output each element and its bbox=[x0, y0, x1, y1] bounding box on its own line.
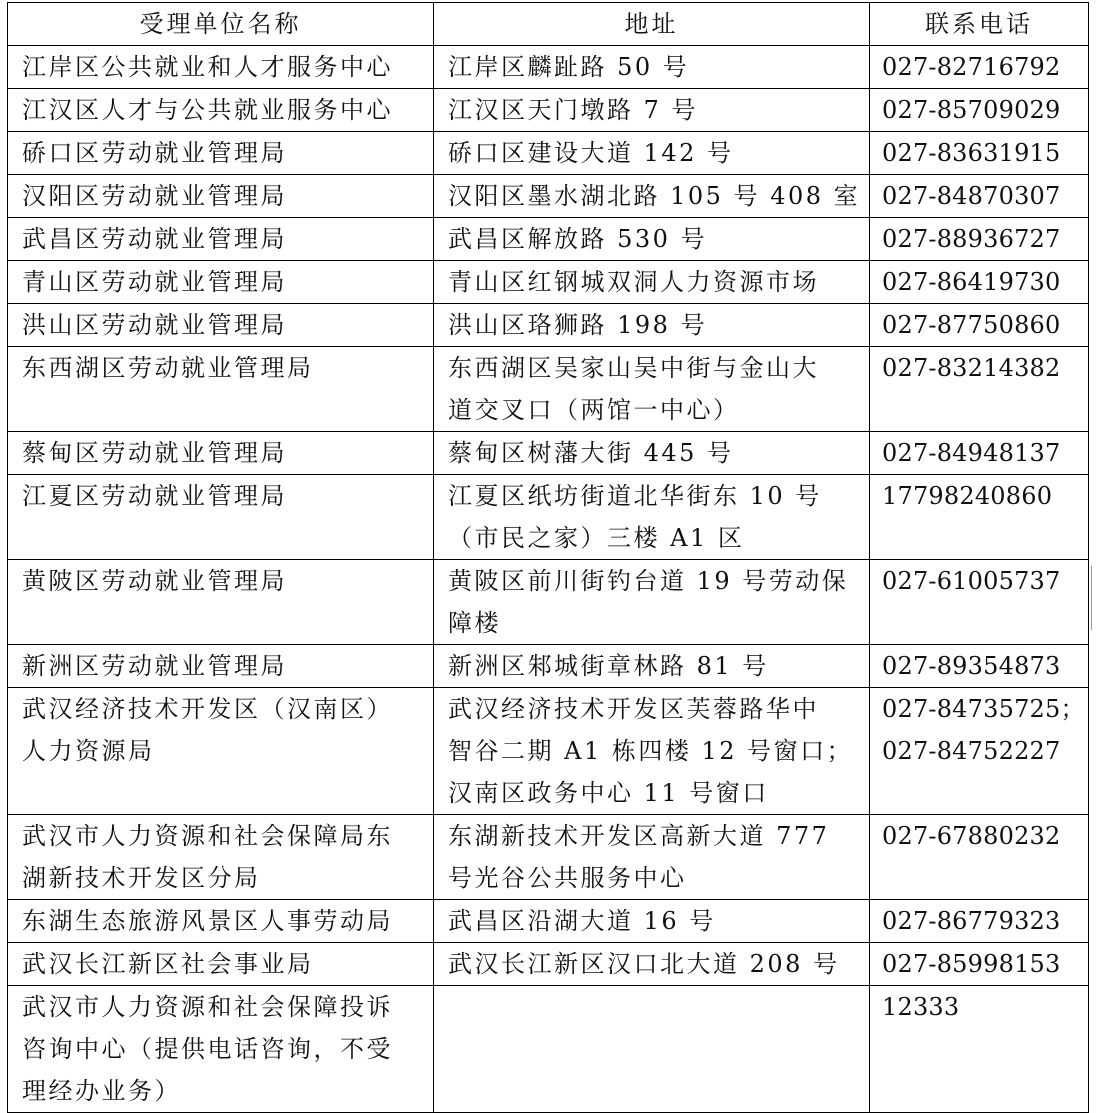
address-cell-line: 武汉经济技术开发区芙蓉路华中 bbox=[448, 695, 819, 723]
unit-name-cell-line: 咨询中心（提供电话咨询，不受 bbox=[22, 1035, 393, 1063]
address-cell-line: 洪山区珞狮路 198 号 bbox=[448, 311, 708, 339]
address-cell-line: 汉南区政务中心 11 号窗口 bbox=[448, 779, 769, 807]
unit-name-cell-line: 黄陂区劳动就业管理局 bbox=[22, 567, 287, 595]
address-cell-line: 东西湖区吴家山吴中街与金山大 bbox=[448, 354, 819, 382]
phone-cell bbox=[870, 815, 1089, 900]
address-cell bbox=[434, 46, 870, 89]
unit-name-cell-line: 湖新技术开发区分局 bbox=[22, 864, 261, 892]
unit-name-cell-line: 武昌区劳动就业管理局 bbox=[22, 225, 287, 253]
table-row bbox=[8, 986, 1089, 1113]
address-cell bbox=[434, 132, 870, 175]
phone-cell-line: 027-82716792 bbox=[882, 53, 1061, 81]
phone-cell bbox=[870, 645, 1089, 688]
unit-name-cell bbox=[8, 261, 434, 304]
table-row bbox=[8, 560, 1089, 645]
address-cell bbox=[434, 688, 870, 815]
address-cell-line: 道交叉口（两馆一中心） bbox=[448, 396, 740, 424]
phone-cell-line: 12333 bbox=[882, 993, 960, 1021]
phone-cell bbox=[870, 432, 1089, 475]
unit-name-cell bbox=[8, 943, 434, 986]
address-cell-line: 江汉区天门墩路 7 号 bbox=[448, 96, 699, 124]
phone-cell-line: 027-84870307 bbox=[882, 182, 1061, 210]
unit-name-cell-line: 江夏区劳动就业管理局 bbox=[22, 482, 287, 510]
unit-name-cell bbox=[8, 900, 434, 943]
header-unit-name: 受理单位名称 bbox=[8, 3, 434, 46]
address-cell bbox=[434, 261, 870, 304]
unit-name-cell bbox=[8, 175, 434, 218]
address-cell bbox=[434, 347, 870, 432]
unit-name-cell bbox=[8, 304, 434, 347]
phone-cell bbox=[870, 304, 1089, 347]
phone-cell bbox=[870, 132, 1089, 175]
phone-cell bbox=[870, 900, 1089, 943]
phone-cell bbox=[870, 89, 1089, 132]
phone-cell-line: 027-83214382 bbox=[882, 354, 1061, 382]
table-row bbox=[8, 645, 1089, 688]
address-cell-line: 障楼 bbox=[448, 609, 501, 637]
table-row bbox=[8, 475, 1089, 560]
table-row bbox=[8, 304, 1089, 347]
unit-name-cell-line: 东西湖区劳动就业管理局 bbox=[22, 354, 314, 382]
phone-cell bbox=[870, 943, 1089, 986]
phone-cell-line: 027-86419730 bbox=[882, 268, 1061, 296]
table-row bbox=[8, 89, 1089, 132]
address-cell-line: 智谷二期 A1 栋四楼 12 号窗口； bbox=[448, 737, 854, 765]
table-row bbox=[8, 900, 1089, 943]
phone-cell-line: 027-85998153 bbox=[882, 950, 1061, 978]
address-cell-line: 蔡甸区树藩大街 445 号 bbox=[448, 439, 734, 467]
unit-name-cell-line: 青山区劳动就业管理局 bbox=[22, 268, 287, 296]
table-row bbox=[8, 815, 1089, 900]
unit-name-cell bbox=[8, 218, 434, 261]
address-cell bbox=[434, 900, 870, 943]
address-cell bbox=[434, 645, 870, 688]
phone-cell bbox=[870, 688, 1089, 815]
unit-name-cell-line: 硚口区劳动就业管理局 bbox=[22, 139, 287, 167]
unit-name-cell bbox=[8, 560, 434, 645]
address-cell bbox=[434, 89, 870, 132]
unit-name-cell-line: 洪山区劳动就业管理局 bbox=[22, 311, 287, 339]
address-cell bbox=[434, 304, 870, 347]
unit-name-cell bbox=[8, 645, 434, 688]
phone-cell-line: 027-84752227 bbox=[882, 737, 1061, 765]
phone-cell bbox=[870, 347, 1089, 432]
phone-cell bbox=[870, 986, 1089, 1113]
address-cell bbox=[434, 815, 870, 900]
address-cell bbox=[434, 432, 870, 475]
address-cell-line: 江夏区纸坊街道北华街东 10 号 bbox=[448, 482, 822, 510]
table-row bbox=[8, 432, 1089, 475]
address-cell-line: （市民之家）三楼 A1 区 bbox=[448, 524, 745, 552]
phone-cell-line: 027-89354873 bbox=[882, 652, 1061, 680]
unit-name-cell bbox=[8, 347, 434, 432]
address-cell bbox=[434, 943, 870, 986]
address-cell-line: 武昌区解放路 530 号 bbox=[448, 225, 708, 253]
phone-cell bbox=[870, 175, 1089, 218]
unit-name-cell bbox=[8, 432, 434, 475]
address-cell-line: 江岸区麟趾路 50 号 bbox=[448, 53, 690, 81]
address-cell-line: 汉阳区墨水湖北路 105 号 408 室 bbox=[448, 182, 861, 210]
table-row bbox=[8, 347, 1089, 432]
address-cell bbox=[434, 986, 870, 1113]
header-address: 地址 bbox=[434, 3, 870, 46]
unit-name-cell bbox=[8, 46, 434, 89]
address-cell-line: 武汉长江新区汉口北大道 208 号 bbox=[448, 950, 840, 978]
address-cell-line: 黄陂区前川街钓台道 19 号劳动保 bbox=[448, 567, 849, 595]
unit-name-cell-line: 理经办业务） bbox=[22, 1077, 181, 1105]
phone-cell bbox=[870, 218, 1089, 261]
address-cell bbox=[434, 560, 870, 645]
unit-name-cell bbox=[8, 688, 434, 815]
address-cell-line: 号光谷公共服务中心 bbox=[448, 864, 687, 892]
contact-table bbox=[7, 2, 1089, 1113]
address-cell bbox=[434, 175, 870, 218]
phone-cell-line: 17798240860 bbox=[882, 482, 1053, 510]
phone-cell-line: 027-86779323 bbox=[882, 907, 1061, 935]
phone-cell bbox=[870, 475, 1089, 560]
unit-name-cell bbox=[8, 89, 434, 132]
unit-name-cell-line: 蔡甸区劳动就业管理局 bbox=[22, 439, 287, 467]
unit-name-cell bbox=[8, 815, 434, 900]
address-cell bbox=[434, 475, 870, 560]
table-row bbox=[8, 261, 1089, 304]
unit-name-cell-line: 江岸区公共就业和人才服务中心 bbox=[22, 53, 393, 81]
phone-cell-line: 027-67880232 bbox=[882, 822, 1061, 850]
unit-name-cell-line: 新洲区劳动就业管理局 bbox=[22, 652, 287, 680]
phone-cell-line: 027-61005737 bbox=[882, 567, 1061, 595]
unit-name-cell-line: 人力资源局 bbox=[22, 737, 155, 765]
table-row bbox=[8, 46, 1089, 89]
unit-name-cell-line: 武汉长江新区社会事业局 bbox=[22, 950, 314, 978]
unit-name-cell-line: 江汉区人才与公共就业服务中心 bbox=[22, 96, 393, 124]
phone-cell bbox=[870, 560, 1089, 645]
address-cell bbox=[434, 218, 870, 261]
phone-cell-line: 027-85709029 bbox=[882, 96, 1061, 124]
phone-cell-line: 027-83631915 bbox=[882, 139, 1061, 167]
phone-cell-line: 027-88936727 bbox=[882, 225, 1061, 253]
unit-name-cell-line: 东湖生态旅游风景区人事劳动局 bbox=[22, 907, 393, 935]
table-row bbox=[8, 132, 1089, 175]
unit-name-cell-line: 汉阳区劳动就业管理局 bbox=[22, 182, 287, 210]
phone-cell-line: 027-84735725； bbox=[882, 695, 1085, 723]
table-row bbox=[8, 943, 1089, 986]
table-row bbox=[8, 175, 1089, 218]
address-cell-line: 青山区红钢城双洞人力资源市场 bbox=[448, 268, 819, 296]
table-row bbox=[8, 218, 1089, 261]
phone-cell-line: 027-84948137 bbox=[882, 439, 1061, 467]
unit-name-cell-line: 武汉市人力资源和社会保障局东 bbox=[22, 822, 393, 850]
phone-cell-line: 027-87750860 bbox=[882, 311, 1061, 339]
address-cell-line: 东湖新技术开发区高新大道 777 bbox=[448, 822, 830, 850]
address-cell-line: 武昌区沿湖大道 16 号 bbox=[448, 907, 716, 935]
unit-name-cell-line: 武汉市人力资源和社会保障投诉 bbox=[22, 993, 393, 1021]
address-cell-line: 硚口区建设大道 142 号 bbox=[448, 139, 734, 167]
phone-cell bbox=[870, 261, 1089, 304]
unit-name-cell bbox=[8, 986, 434, 1113]
phone-cell bbox=[870, 46, 1089, 89]
table-row bbox=[8, 688, 1089, 815]
unit-name-cell bbox=[8, 132, 434, 175]
unit-name-cell-line: 武汉经济技术开发区（汉南区） bbox=[22, 695, 393, 723]
table-body bbox=[8, 46, 1089, 1113]
header-row bbox=[8, 3, 1089, 46]
address-cell-line: 新洲区邾城街章林路 81 号 bbox=[448, 652, 769, 680]
unit-name-cell bbox=[8, 475, 434, 560]
header-phone: 联系电话 bbox=[870, 3, 1089, 46]
page-edge-divider bbox=[1091, 566, 1097, 630]
